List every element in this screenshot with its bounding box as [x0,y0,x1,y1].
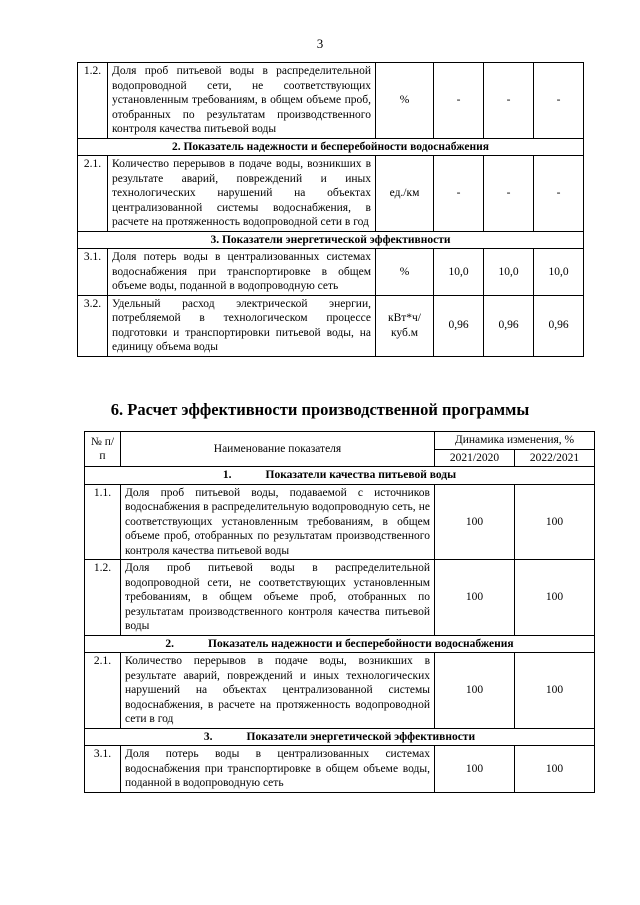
section-title [85,467,595,485]
section-title: 2. Показатель надежности и бесперебойности водоснабжения [78,138,584,156]
indicator-name: Доля потерь воды в централизованных системах водоснабжения при транспортировке в общем объеме воды, поданной в водопроводную сеть [108,249,376,296]
indicator-name: Количество перерывов в подаче воды, возникших в результате аварий, повреждений и иных технологических нарушений на объектах централизованной системы водоснабжения, в расчете на протяженность водопроводной сети в год [121,653,435,729]
table-row [85,653,595,729]
value-cell: - [534,156,584,232]
section-title [85,728,595,746]
section-title: 3. Показатели энергетической эффективности [78,231,584,249]
indicator-name: Удельный расход электрической энергии, потребляемой в технологическом процессе подготовки и транспортировки питьевой воды, на единицу объема воды [108,295,376,356]
section-title [85,635,595,653]
section-number: 3. [203,730,213,743]
row-number: 1.2. [78,63,108,139]
row-number: 2.1. [85,653,121,729]
table-row [78,249,584,296]
section-number: 1. [222,469,232,481]
value-cell: 10,0 [534,249,584,296]
page-number: 3 [316,36,324,51]
indicator-name: Количество перерывов в подаче воды, возникших в результате аварий, повреждений и иных технологических нарушений на объектах централизованной системы водоснабжения, в расчете на протяженность водопроводной сети в год [108,156,376,232]
section-row [85,467,595,485]
row-number: 1.2. [85,560,121,636]
header-col-2021: 2021/2020 [435,449,515,467]
section-title-text: Показатель надежности и бесперебойности водоснабжения [208,637,514,650]
value-cell: 100 [515,653,595,729]
table-row [78,63,584,139]
value-cell: - [434,156,484,232]
value-cell: - [534,63,584,139]
header-dynamics: Динамика изменения, % [435,432,595,450]
header-name: Наименование показателя [121,432,435,467]
section-row [78,231,584,249]
table-row [85,484,595,560]
header-num: № п/п [85,432,121,467]
section-title-text: Показатели энергетической эффективности [246,730,476,743]
row-number: 1.1. [85,484,121,560]
value-cell: 0,96 [434,295,484,356]
value-cell: - [434,63,484,139]
section-row [85,635,595,653]
table-row [78,295,584,356]
row-number: 2.1. [78,156,108,232]
table-row [78,156,584,232]
value-cell: 10,0 [484,249,534,296]
table-row [85,560,595,636]
header-col-2022: 2022/2021 [515,449,595,467]
value-cell: 100 [515,560,595,636]
value-cell: 100 [435,484,515,560]
section-title-text: Показатели качества питьевой воды [265,469,457,481]
value-cell: 100 [435,746,515,793]
value-cell: 0,96 [534,295,584,356]
section-heading: 6. Расчет эффективности производственной программы [110,400,530,419]
row-number: 3.1. [78,249,108,296]
unit: % [376,63,434,139]
unit: % [376,249,434,296]
value-cell: - [484,63,534,139]
value-cell: 100 [515,746,595,793]
section-row [78,138,584,156]
section-row [85,728,595,746]
indicator-name: Доля проб питьевой воды, подаваемой с источников водоснабжения в распределительную водопроводную сеть, не соответствующих установленным требованиям, в общем объеме проб, отобранных по результатам производственного контроля качества питьевой воды [121,484,435,560]
row-number: 3.2. [78,295,108,356]
indicator-name: Доля проб питьевой воды в распределительной водопроводной сети, не соответствующих установленным требованиям, в общем объеме проб, отобранных по результатам производственного контроля качества питьевой воды [108,63,376,139]
efficiency-table [84,431,595,793]
value-cell: 100 [435,653,515,729]
row-number: 3.1. [85,746,121,793]
table-row [85,746,595,793]
value-cell: 10,0 [434,249,484,296]
unit: ед./км [376,156,434,232]
value-cell: 0,96 [484,295,534,356]
indicator-name: Доля потерь воды в централизованных системах водоснабжения при транспортировке в общем объеме воды, поданной в водопроводную сеть [121,746,435,793]
indicators-table-continued [77,62,584,357]
value-cell: 100 [515,484,595,560]
value-cell: - [484,156,534,232]
value-cell: 100 [435,560,515,636]
indicator-name: Доля проб питьевой воды в распределительной водопроводной сети, не соответствующих установленным требованиям, в общем объеме проб, отобранных по результатам производственного контроля качества питьевой воды [121,560,435,636]
section-number: 2. [165,637,175,650]
unit: кВт*ч/ куб.м [376,295,434,356]
